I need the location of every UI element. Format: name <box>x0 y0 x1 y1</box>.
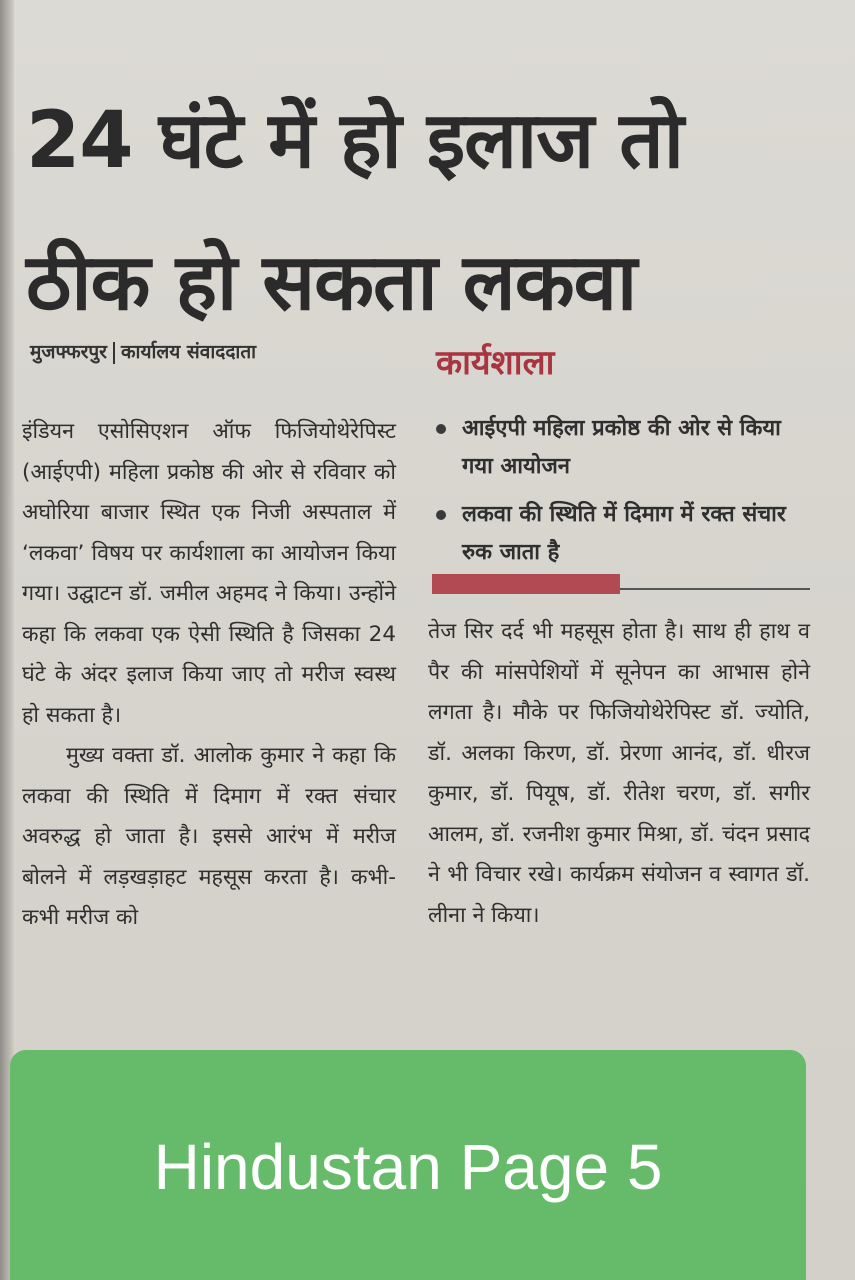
section-divider-red <box>432 574 620 594</box>
article-column-right <box>428 612 810 936</box>
byline-city: मुजफ्फरपुर <box>30 341 107 363</box>
highlight-text: लकवा की स्थिति में दिमाग में रक्त संचार रुक जाता है <box>462 502 786 565</box>
highlight-text: आईएपी महिला प्रकोष्ठ की ओर से किया गया आयोजन <box>462 416 781 479</box>
source-caption-label: Hindustan Page 5 <box>153 1131 663 1203</box>
headline-line-2: ठीक हो सकता लकवा <box>26 238 637 328</box>
source-caption-banner <box>10 1050 806 1280</box>
article-column-left <box>22 412 396 939</box>
article-paragraph: इंडियन एसोसिएशन ऑफ फिजियोथेरेपिस्ट (आईएपी) महिला प्रकोष्ठ की ओर से रविवार को अघोरिया बाजार स्थित एक निजी अस्पताल में ‘लकवा’ विषय पर कार्यशाला का आयोजन किया गया। उद्घाटन डॉ. जमील अहमद ने किया। उन्होंने कहा कि लकवा एक ऐसी स्थिति है जिसका 24 घंटे के अंदर इलाज किया जाए तो मरीज स्वस्थ हो सकता है। <box>22 419 396 728</box>
byline <box>30 338 390 372</box>
bullet-dot-icon <box>436 510 446 520</box>
byline-reporter: कार्यालय संवाददाता <box>120 341 257 363</box>
article-paragraph: तेज सिर दर्द भी महसूस होता है। साथ ही हाथ व पैर की मांसपेशियों में सूनेपन का आभास होने लगता है। मौके पर फिजियोथेरेपिस्ट डॉ. ज्योति, डॉ. अलका किरण, डॉ. प्रेरणा आनंद, डॉ. धीरज कुमार, डॉ. पियूष, डॉ. रीतेश चरण, डॉ. सगीर आलम, डॉ. रजनीश कुमार मिश्रा, डॉ. चंदन प्रसाद ने भी विचार रखे। कार्यक्रम संयोजन व स्वागत डॉ. लीना ने किया। <box>428 619 810 928</box>
article-paragraph: मुख्य वक्ता डॉ. आलोक कुमार ने कहा कि लकवा की स्थिति में दिमाग में रक्त संचार अवरुद्ध हो जाता है। इससे आरंभ में मरीज बोलने में लड़खड़ाहट महसूस करता है। कभी-कभी मरीज को <box>22 743 396 930</box>
highlight-item <box>432 410 812 486</box>
byline-separator <box>113 342 115 364</box>
headline-line-1: 24 घंटे में हो इलाज तो <box>26 96 683 186</box>
section-title: कार्यशाला <box>436 343 555 383</box>
highlight-item <box>432 496 812 572</box>
highlights-box <box>432 410 812 582</box>
bullet-dot-icon <box>436 424 446 434</box>
headline <box>26 70 826 354</box>
section-divider-line <box>620 588 810 590</box>
